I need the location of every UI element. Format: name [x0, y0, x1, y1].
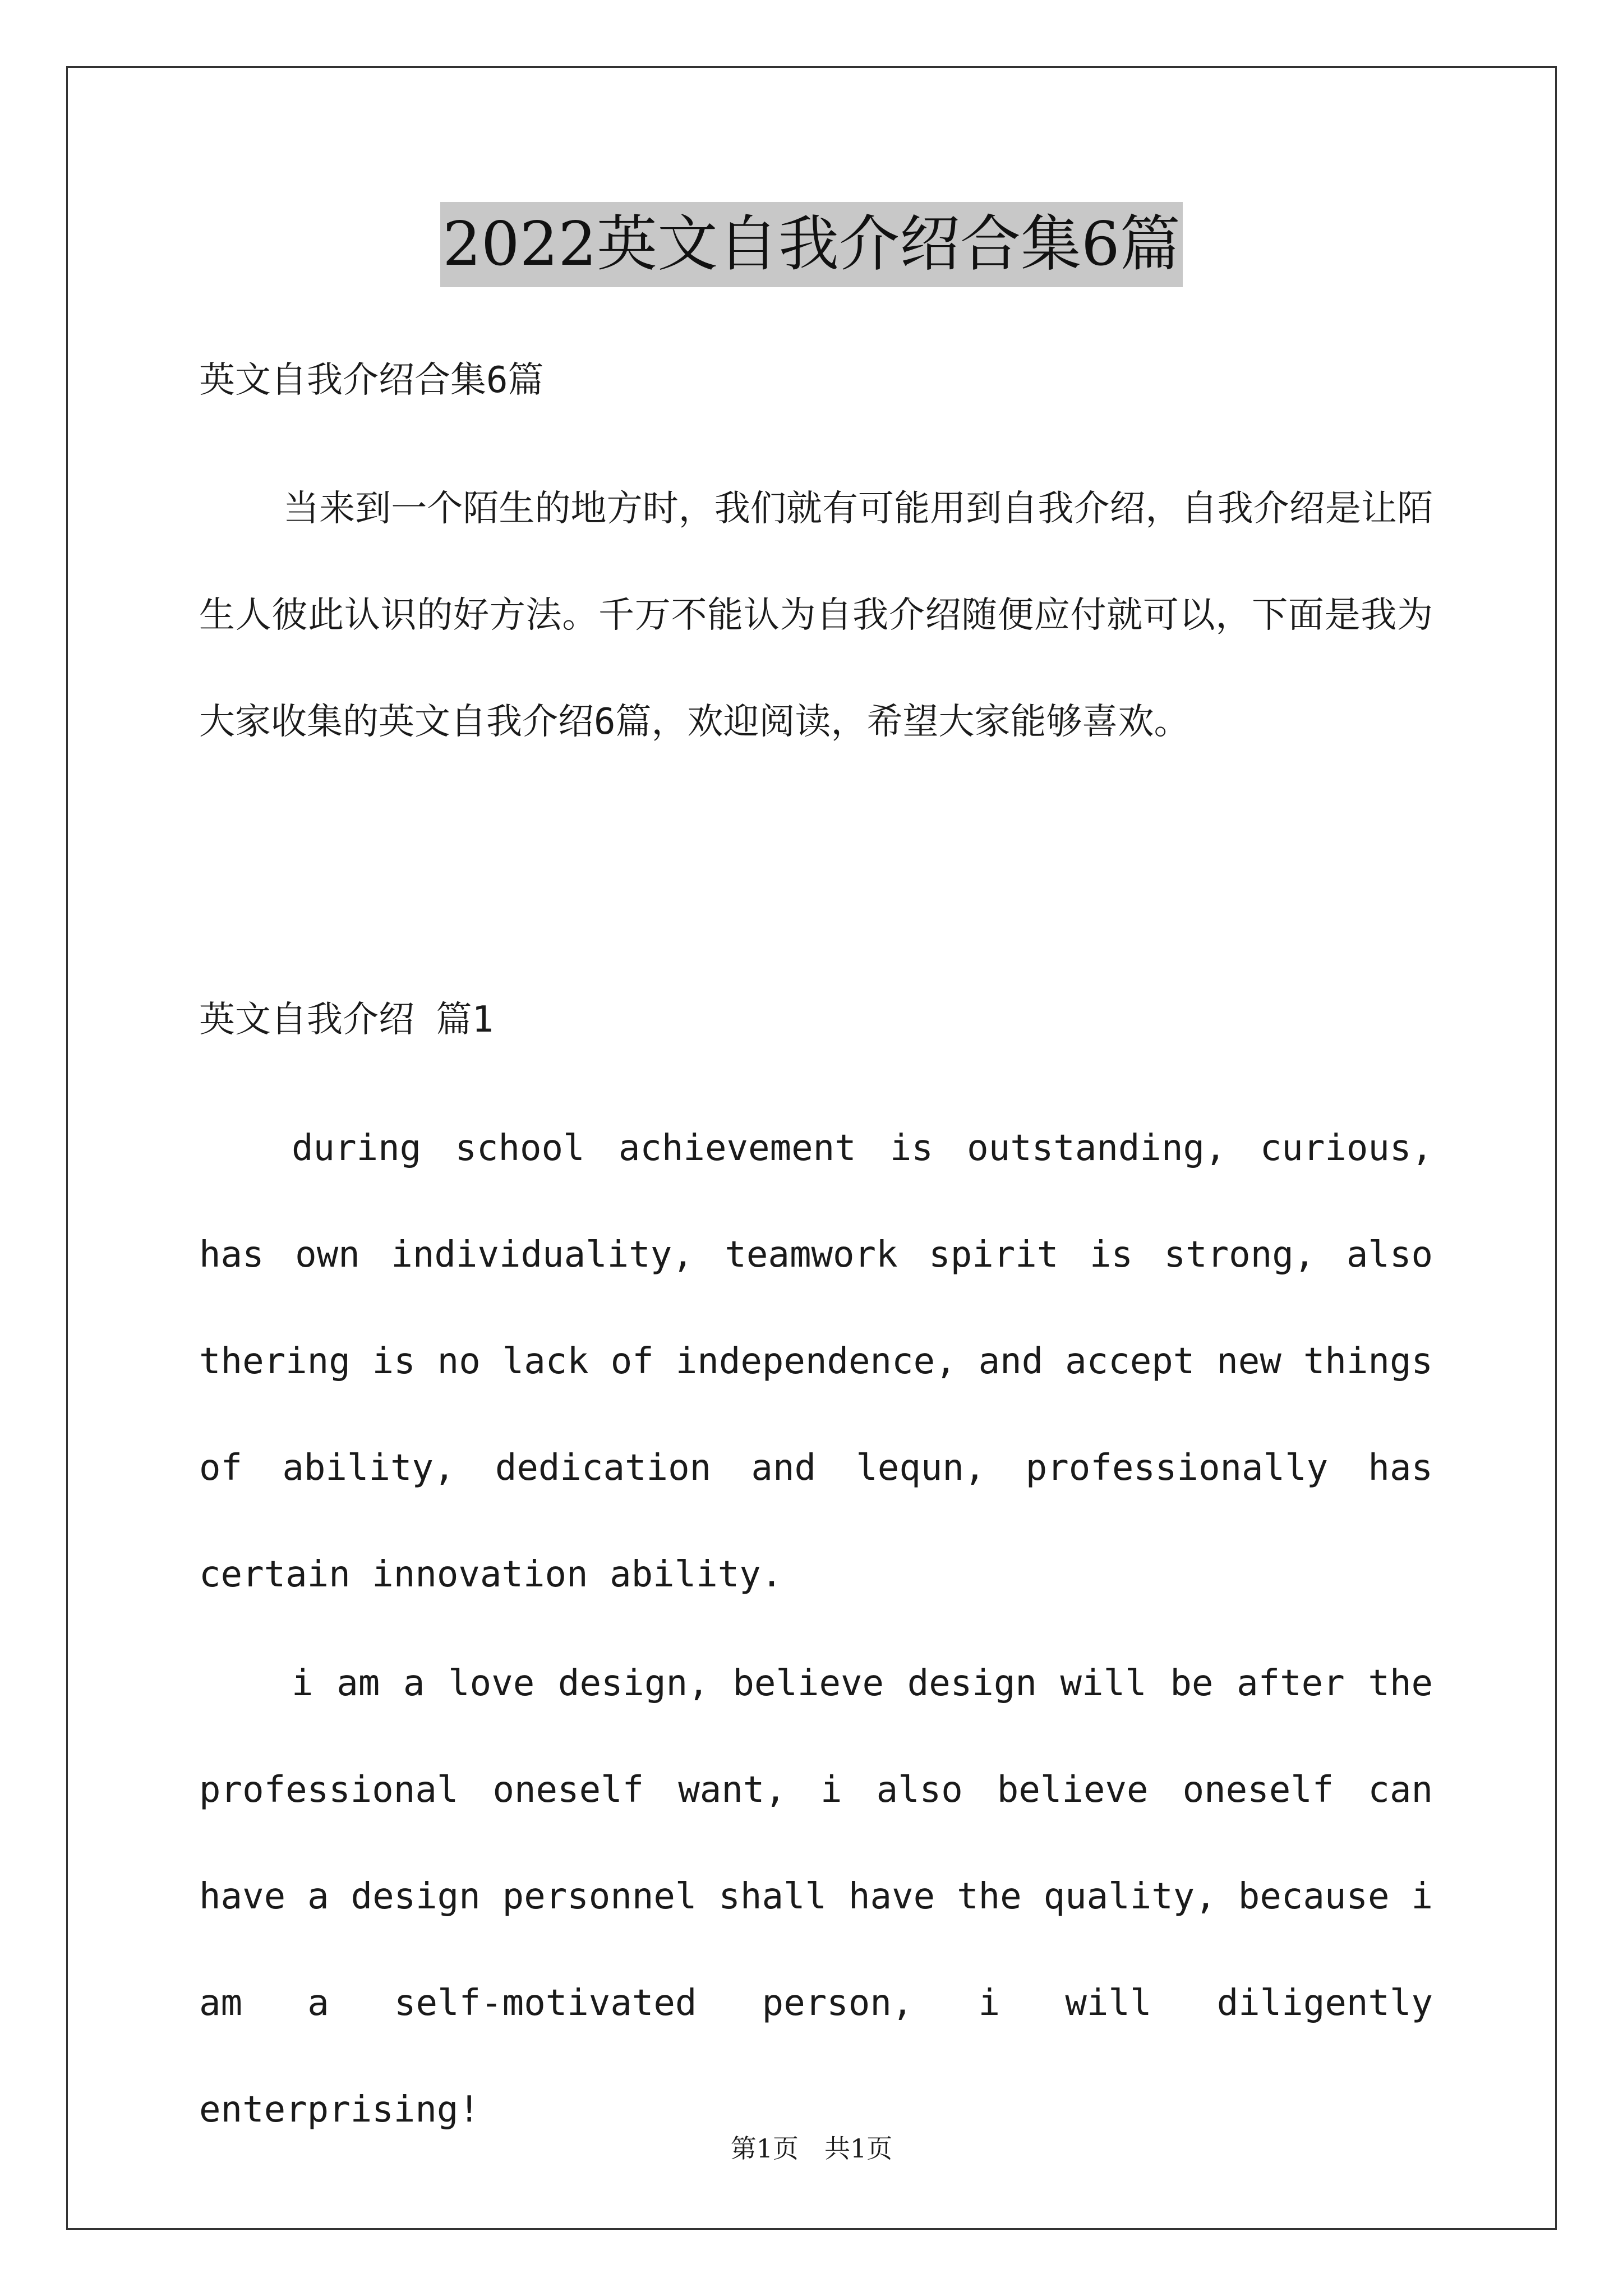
section-paragraph: i am a love design, believe design will be after the professional oneself want, i also believe oneself can have a design personnel shall have the quality, because i am a self-motivated person, i will diligently enterprising! — [199, 1663, 1433, 2131]
title-container — [0, 202, 1623, 287]
section-paragraph: during school achievement is outstanding, curious, has own individuality, teamwork spirit is strong, also thering is no lack of independence, and accept new things of ability, dedication and lequn, professionally has certain innovation ability. — [199, 1128, 1433, 1595]
page-footer: 第1页 共1页 — [730, 2133, 893, 2164]
document-subtitle: 英文自我介绍合集6篇 — [199, 360, 544, 401]
document-title: 2022英文自我介绍合集6篇 — [440, 202, 1183, 287]
section-heading: 英文自我介绍 篇1 — [199, 999, 494, 1041]
intro-paragraph: 当来到一个陌生的地方时，我们就有可能用到自我介绍，自我介绍是让陌生人彼此认识的好方法。千万不能认为自我介绍随便应付就可以，下面是我为大家收集的英文自我介绍6篇，欢迎阅读，希望大家能够喜欢。 — [199, 488, 1433, 743]
